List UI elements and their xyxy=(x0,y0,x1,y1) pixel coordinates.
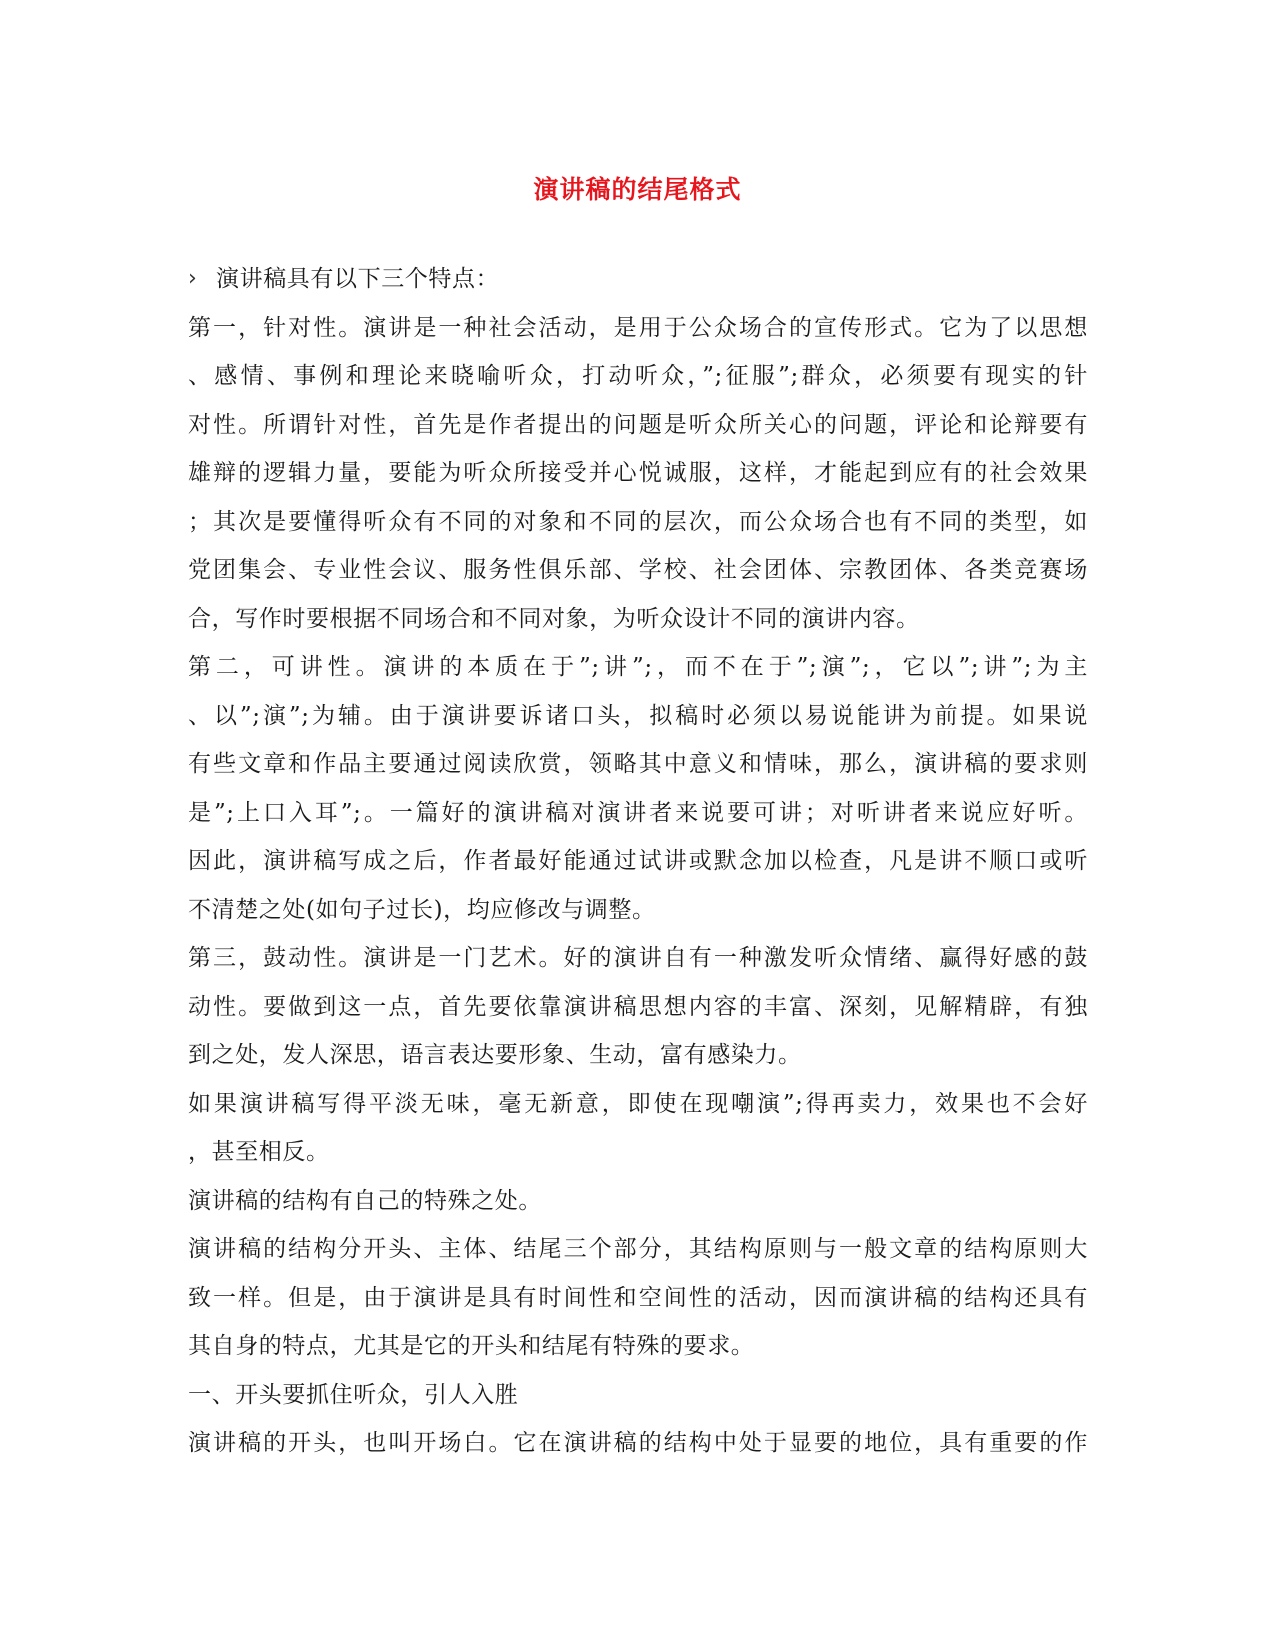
text-line: 到之处，发人深思，语言表达要形象、生动，富有感染力。 xyxy=(188,1042,802,1068)
chevron-right-icon: › xyxy=(188,266,198,291)
text-line: 第一，针对性。演讲是一种社会活动，是用于公众场合的宣传形式。它为了以思想 xyxy=(188,314,1088,341)
intro-line xyxy=(188,255,1088,304)
text-line: 演讲稿的结构有自己的特殊之处。 xyxy=(188,1187,542,1214)
text-line: 、感情、事例和理论来晓喻听众，打动听众，”;征服”;群众，必须要有现实的针 xyxy=(188,363,1088,389)
text-line: 致一样。但是，由于演讲是具有时间性和空间性的活动，因而演讲稿的结构还具有 xyxy=(188,1284,1088,1311)
text-line: ；其次是要懂得听众有不同的对象和不同的层次，而公众场合也有不同的类型，如 xyxy=(188,508,1088,535)
text-line: 雄辩的逻辑力量，要能为听众所接受并心悦诚服，这样，才能起到应有的社会效果 xyxy=(188,460,1088,486)
text-line: 一、开头要抓住听众，引人入胜 xyxy=(188,1381,519,1408)
text-line: 演讲稿的开头，也叫开场白。它在演讲稿的结构中处于显要的地位，具有重要的作 xyxy=(188,1430,1088,1456)
text-line: 对性。所谓针对性，首先是作者提出的问题是听众所关心的问题，评论和论辩要有 xyxy=(188,411,1088,438)
text-line: 是”;上口入耳”;。一篇好的演讲稿对演讲者来说要可讲；对听讲者来说应好听。 xyxy=(188,799,1088,826)
text-line: 第三，鼓动性。演讲是一门艺术。好的演讲自有一种激发听众情绪、赢得好感的鼓 xyxy=(188,945,1088,971)
text-line: 、以”;演”;为辅。由于演讲要诉诸口头，拟稿时必须以易说能讲为前提。如果说 xyxy=(188,702,1088,729)
text-line: 如果演讲稿写得平淡无味，毫无新意，即使在现嘲演”;得再卖力，效果也不会好 xyxy=(188,1090,1088,1117)
document-body xyxy=(188,255,1088,1468)
text-line: 党团集会、专业性会议、服务性俱乐部、学校、社会团体、宗教团体、各类竞赛场 xyxy=(188,557,1088,583)
text-line: 动性。要做到这一点，首先要依靠演讲稿思想内容的丰富、深刻，见解精辟，有独 xyxy=(188,993,1088,1020)
intro-text: 演讲稿具有以下三个特点： xyxy=(216,266,500,292)
text-line: 有些文章和作品主要通过阅读欣赏，领略其中意义和情味，那么，演讲稿的要求则 xyxy=(188,751,1088,777)
text-line: 第二，可讲性。演讲的本质在于”;讲”;，而不在于”;演”;，它以”;讲”;为主 xyxy=(188,654,1088,680)
text-line: ，甚至相反。 xyxy=(188,1139,330,1165)
text-line: 合，写作时要根据不同场合和不同对象，为听众设计不同的演讲内容。 xyxy=(188,605,920,632)
document-title: 演讲稿的结尾格式 xyxy=(533,175,742,204)
text-line: 其自身的特点，尤其是它的开头和结尾有特殊的要求。 xyxy=(188,1333,755,1359)
text-line: 因此，演讲稿写成之后，作者最好能通过试讲或默念加以检查，凡是讲不顺口或听 xyxy=(188,848,1088,874)
text-line: 不清楚之处(如句子过长)，均应修改与调整。 xyxy=(188,896,656,923)
text-line: 演讲稿的结构分开头、主体、结尾三个部分，其结构原则与一般文章的结构原则大 xyxy=(188,1236,1088,1262)
